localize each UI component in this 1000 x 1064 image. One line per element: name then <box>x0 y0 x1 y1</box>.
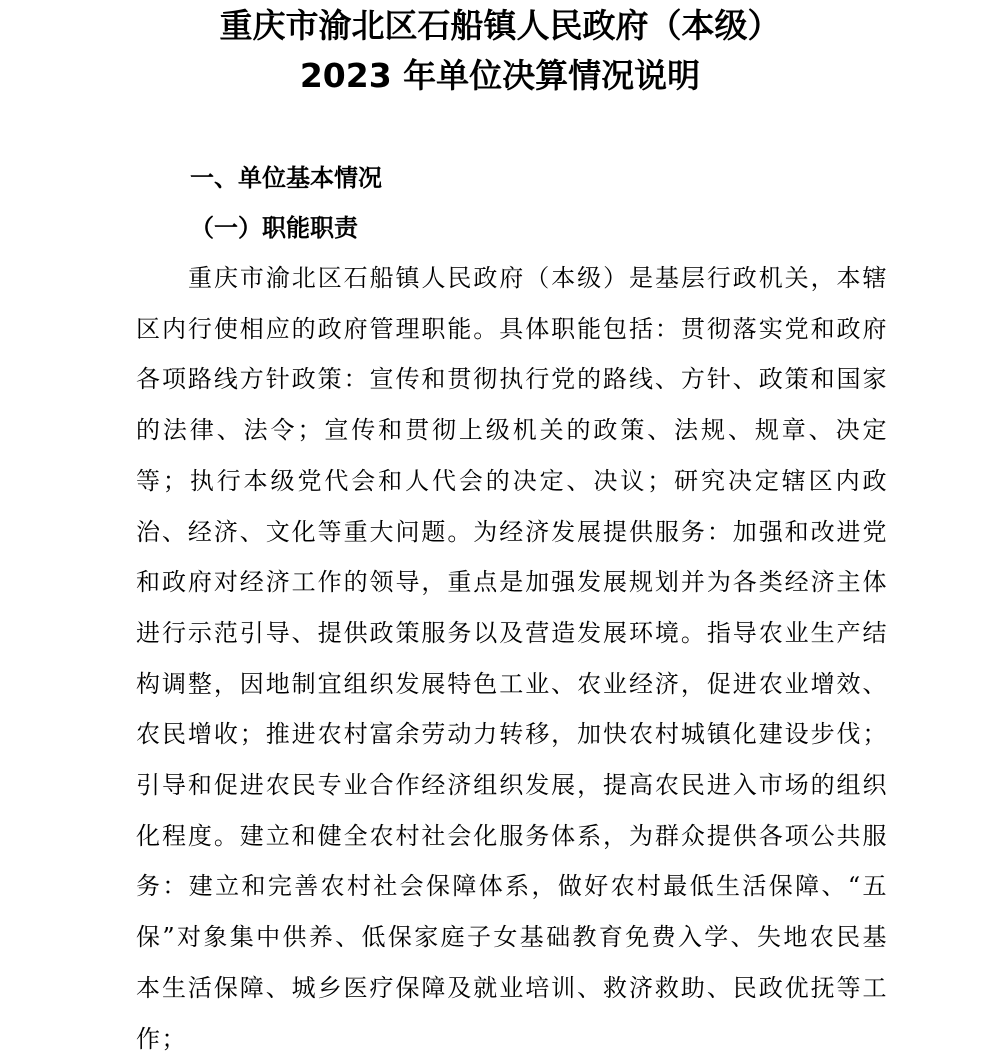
document-title-line-2: 2023 年单位决算情况说明 <box>299 56 701 95</box>
body-paragraph: 重庆市渝北区石船镇人民政府（本级）是基层行政机关，本辖区内行使相应的政府管理职能。具体职能包括：贯彻落实党和政府各项路线方针政策：宣传和贯彻执行党的路线、方针、政策和国家的法律、法令；宣传和贯彻上级机关的政策、法规、规章、决定等；执行本级党代会和人代会的决定、决议；研究决定辖区内政治、经济、文化等重大问题。为经济发展提供服务：加强和改进党和政府对经济工作的领导，重点是加强发展规划并为各类经济主体进行示范引导、提供政策服务以及营造发展环境。指导农业生产结构调整，因地制宜组织发展特色工业、农业经济，促进农业增效、农民增收；推进农村富余劳动力转移，加快农村城镇化建设步伐；引导和促进农民专业合作经济组织发展，提高农民进入市场的组织化程度。建立和健全农村社会化服务体系，为群众提供各项公共服务：建立和完善农村社会保障体系，做好农村最低生活保障、“五保”对象集中供养、低保家庭子女基础教育免费入学、失地农民基本生活保障、城乡医疗保障及就业培训、救济救助、民政优抚等工作； <box>136 264 888 1053</box>
subsection-heading: （一）职能职责 <box>190 213 358 242</box>
section-heading: 一、单位基本情况 <box>190 164 382 192</box>
document-title-line-1: 重庆市渝北区石船镇人民政府（本级） <box>219 6 781 45</box>
